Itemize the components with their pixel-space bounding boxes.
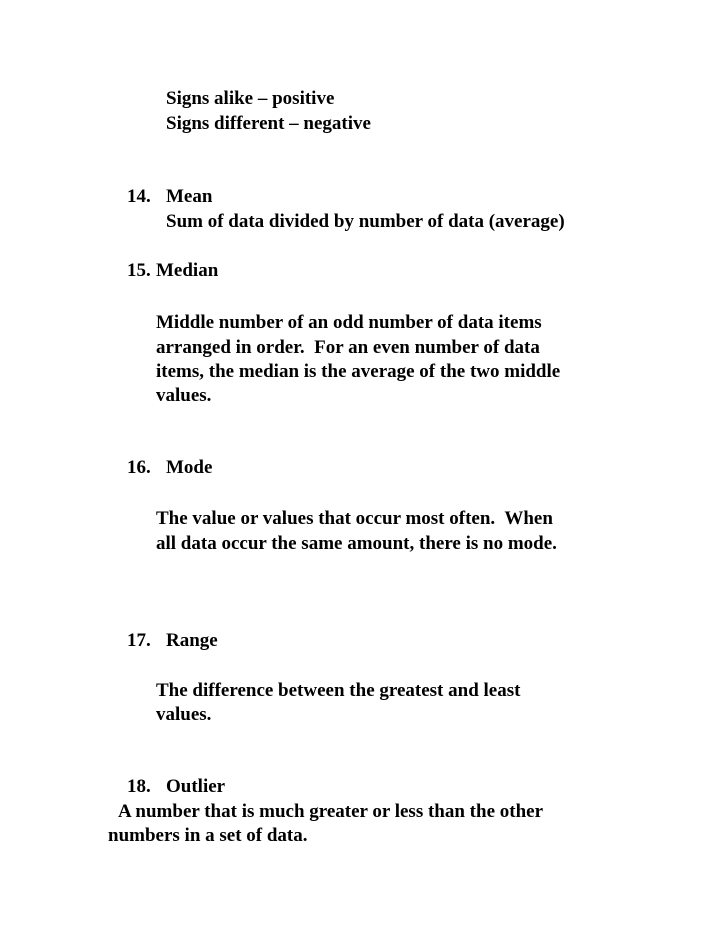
- definition-median-line-4: values.: [156, 385, 212, 406]
- definition-median-line-3: items, the median is the average of the two middle: [156, 361, 561, 382]
- definition-outlier-line-2: numbers in a set of data.: [108, 825, 308, 846]
- item-number-17: 17.: [127, 630, 151, 651]
- term-outlier: Outlier: [166, 776, 226, 797]
- intro-line-signs-alike: Signs alike – positive: [166, 88, 335, 109]
- definition-mode-line-1: The value or values that occur most often. When: [156, 508, 553, 529]
- term-mean: Mean: [166, 186, 213, 207]
- item-number-14: 14.: [127, 186, 151, 207]
- term-median: Median: [156, 260, 219, 281]
- definition-range-line-1: The difference between the greatest and least: [156, 680, 521, 701]
- definition-mean: Sum of data divided by number of data (average): [166, 211, 565, 232]
- definition-median-line-1: Middle number of an odd number of data items: [156, 312, 542, 333]
- definition-median-line-2: arranged in order. For an even number of data: [156, 337, 540, 358]
- definition-outlier-line-1: A number that is much greater or less than the other: [118, 801, 544, 822]
- term-range: Range: [166, 630, 218, 651]
- item-number-18: 18.: [127, 776, 151, 797]
- intro-line-signs-different: Signs different – negative: [166, 113, 371, 134]
- item-number-16: 16.: [127, 457, 151, 478]
- term-mode: Mode: [166, 457, 213, 478]
- item-number-15: 15.: [127, 260, 151, 281]
- definition-range-line-2: values.: [156, 704, 212, 725]
- definition-mode-line-2: all data occur the same amount, there is no mode.: [156, 533, 557, 554]
